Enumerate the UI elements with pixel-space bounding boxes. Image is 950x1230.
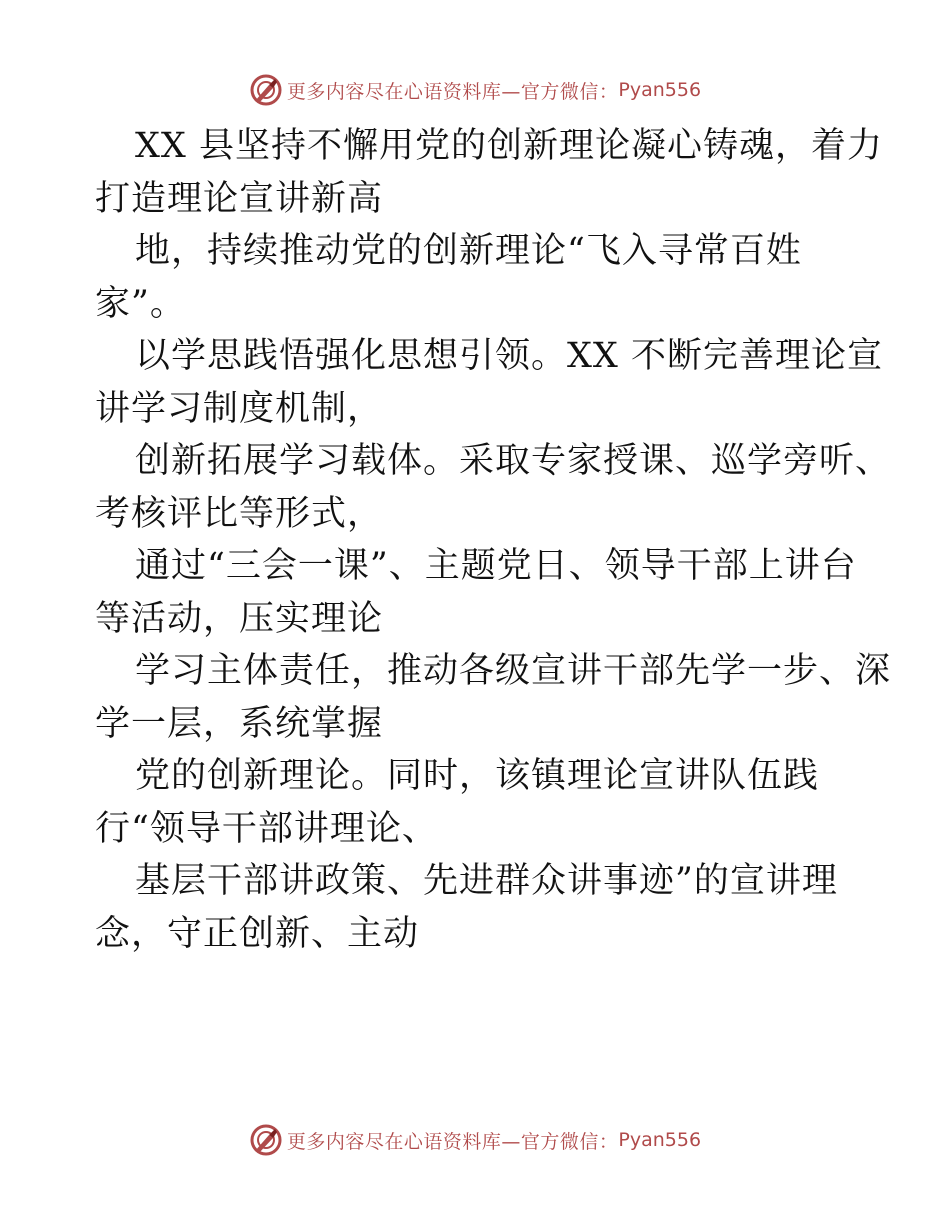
text-line: 基层干部讲政策、先进群众讲事迹”的宣讲理 xyxy=(135,861,838,901)
banner-contact: Pyan556 xyxy=(618,1129,702,1151)
text-line: 行“领导干部讲理论、 xyxy=(95,808,438,849)
footer-banner xyxy=(0,1120,950,1160)
banner-text: 更多内容尽在心语资料库—官方微信： xyxy=(286,1130,619,1153)
banner-contact: Pyan556 xyxy=(618,79,702,101)
text-line: 创新拓展学习载体。采取专家授课、巡学旁听、 xyxy=(135,441,892,481)
text-line: XX 县坚持不懈用党的创新理论凝心铸魂，着力 xyxy=(135,126,883,166)
text-line: 学习主体责任，推动各级宣讲干部先学一步、深 xyxy=(135,651,892,691)
text-line: 地，持续推动党的创新理论“飞入寻常百姓 xyxy=(135,231,802,271)
text-line: 党的创新理论。同时，该镇理论宣讲队伍践 xyxy=(135,756,820,796)
text-line: 学一层，系统掌握 xyxy=(95,703,384,744)
logo-icon xyxy=(249,73,283,107)
text-line: 家”。 xyxy=(95,283,186,324)
text-line: 念，守正创新、主动 xyxy=(95,913,420,954)
header-banner xyxy=(0,70,950,110)
banner-text: 更多内容尽在心语资料库—官方微信： xyxy=(286,80,619,103)
text-line: 以学思践悟强化思想引领。XX 不断完善理论宣 xyxy=(135,336,883,376)
text-line: 考核评比等形式， xyxy=(95,493,384,534)
text-line: 等活动，压实理论 xyxy=(95,598,384,639)
document-body xyxy=(95,120,892,960)
text-line: 讲学习制度机制， xyxy=(95,388,384,429)
text-line: 通过“三会一课”、主题党日、领导干部上讲台 xyxy=(135,546,857,586)
logo-icon xyxy=(249,1123,283,1157)
text-line: 打造理论宣讲新高 xyxy=(95,178,384,219)
